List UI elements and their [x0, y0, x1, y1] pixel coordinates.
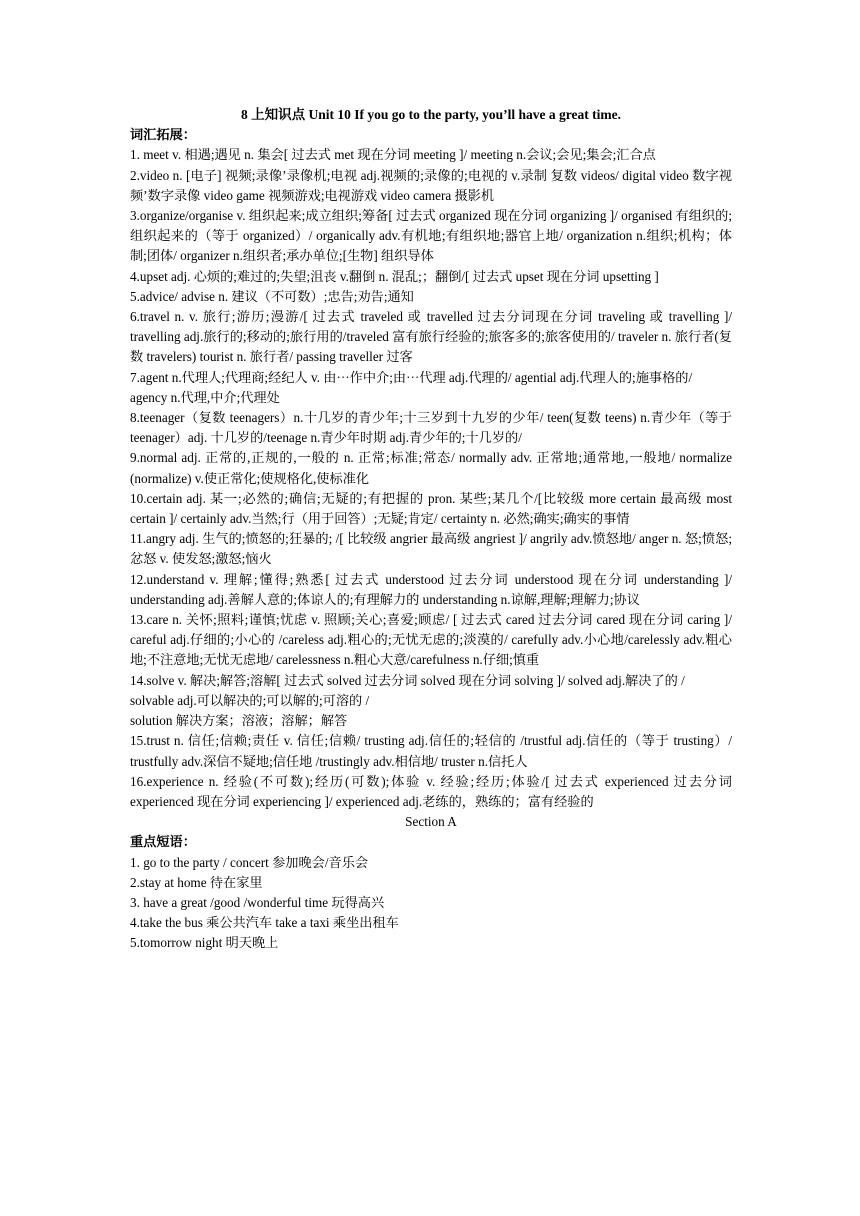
vocab-item: 8.teenager（复数 teenagers）n.十几岁的青少年;十三岁到十九岁的少年/ teen(复数 teens) n.青少年（等于 teenager）adj. 十几岁的/teenage n.青少年时期 adj.青少年的;十几岁的/ — [130, 410, 732, 446]
section-label: Section A — [405, 814, 457, 830]
vocab-item: 15.trust n. 信任;信赖;责任 v. 信任;信赖/ trusting adj.信任的;轻信的 /trustful adj.信任的（等于 trusting）/ trustfully adv.深信不疑地;信任地 /trustingly adv.相信地/ truster n.信托人 — [130, 733, 732, 769]
phrase-item: 5.tomorrow night 明天晚上 — [130, 935, 279, 951]
vocab-item: 1. meet v. 相遇;遇见 n. 集会[ 过去式 met 现在分词 meeting ]/ meeting n.会议;会见;集会;汇合点 — [130, 147, 656, 163]
vocab-item: 6.travel n. v. 旅行;游历;漫游/[ 过去式 traveled 或 travelled 过去分词现在分词 traveling 或 travelling ]/ travelling adj.旅行的;移动的;旅行用的/traveled 富有旅行经验的;旅客多的;旅客使用的/ traveler n. 旅行者(复数 travelers) tourist n. 旅行者/ passing traveller 过客 — [130, 309, 732, 365]
vocab-item: 2.video n. [电子] 视频;录像’录像机;电视 adj.视频的;录像的;电视的 v.录制 复数 videos/ digital video 数字视频’数字录像 video game 视频游戏;电视游戏 video camera 摄影机 — [130, 167, 732, 203]
document-page — [130, 105, 732, 954]
vocab-item: 12.understand v. 理解;懂得;熟悉[ 过去式 understood 过去分词 understood 现在分词 understanding ]/ understanding adj.善解人意的;体谅人的;有理解力的 understanding n.谅解,理解;理解力;协议 — [130, 571, 732, 607]
vocab-item: 14.solve v. 解决;解答;溶解[ 过去式 solved 过去分词 solved 现在分词 solving ]/ solved adj.解决了的 / — [130, 672, 685, 688]
vocab-item: solvable adj.可以解决的;可以解的;可溶的 / — [130, 692, 370, 708]
vocab-item: 16.experience n. 经验(不可数);经历(可数);体验 v. 经验;经历;体验/[ 过去式 experienced 过去分词 experienced 现在分词 experiencing ]/ experienced adj.老练的，熟练的；富有经验的 — [130, 773, 732, 809]
vocab-item: 13.care n. 关怀;照料;谨慎;忧虑 v. 照顾;关心;喜爱;顾虑/ [ 过去式 cared 过去分词 cared 现在分词 caring ]/ careful adj.仔细的;小心的 /careless adj.粗心的;无忧无虑的;淡漠的/ carefully adv.小心地/carelessly adv.粗心地;不注意地;无忧无虑地/ carelessness n.粗心大意/carefulness n.仔细;慎重 — [130, 612, 732, 668]
phrases-list — [130, 853, 732, 954]
phrase-item: 3. have a great /good /wonderful time 玩得高兴 — [130, 894, 385, 910]
vocab-item: 10.certain adj. 某一;必然的;确信;无疑的;有把握的 pron. 某些;某几个/[比较级 more certain 最高级 most certain ]/ certainly adv.当然;行（用于回答）;无疑;肯定/ certainty n. 必然;确实;确实的事情 — [130, 490, 732, 527]
vocab-heading: 词汇拓展： — [130, 127, 196, 143]
vocab-item: 3.organize/organise v. 组织起来;成立组织;筹备[ 过去式 organized 现在分词 organizing ]/ organised 有组织的;组织起来的（等于 organized）/ organically adv.有机地;有组织地;器官上地/ organization n.组织;机构；体制;团体/ organizer n.组织者;承办单位;[生物] 组织导体 — [130, 208, 732, 264]
vocab-item: agency n.代理,中介;代理处 — [130, 389, 280, 405]
phrases-heading: 重点短语： — [130, 834, 196, 850]
vocab-item: solution 解决方案；溶液；溶解；解答 — [130, 713, 348, 729]
phrase-item: 4.take the bus 乘公共汽车 take a taxi 乘坐出租车 — [130, 915, 399, 931]
vocab-item: 4.upset adj. 心烦的;难过的;失望;沮丧 v.翻倒 n. 混乱;；翻倒/[ 过去式 upset 现在分词 upsetting ] — [130, 268, 659, 284]
vocab-list — [130, 145, 732, 812]
phrase-item: 2.stay at home 待在家里 — [130, 874, 263, 890]
vocab-item: 9.normal adj. 正常的,正规的,一般的 n. 正常;标准;常态/ normally adv. 正常地;通常地,一般地/ normalize (normalize) v.使正常化;使规格化,使标准化 — [130, 450, 732, 486]
vocab-item: 11.angry adj. 生气的;愤怒的;狂暴的; /[ 比较级 angrier 最高级 angriest ]/ angrily adv.愤怒地/ anger n. 怒;愤怒;忿怒 v. 使发怒;激怒;恼火 — [130, 531, 732, 567]
vocab-item: 7.agent n.代理人;代理商;经纪人 v. 由⋯作中介;由⋯代理 adj.代理的/ agential adj.代理人的;施事格的/ — [130, 369, 693, 385]
document-title: 8 上知识点 Unit 10 If you go to the party, you’ll have a great time. — [241, 107, 621, 122]
vocab-item: 5.advice/ advise n. 建议（不可数）;忠告;劝告;通知 — [130, 288, 414, 304]
phrase-item: 1. go to the party / concert 参加晚会/音乐会 — [130, 854, 369, 870]
